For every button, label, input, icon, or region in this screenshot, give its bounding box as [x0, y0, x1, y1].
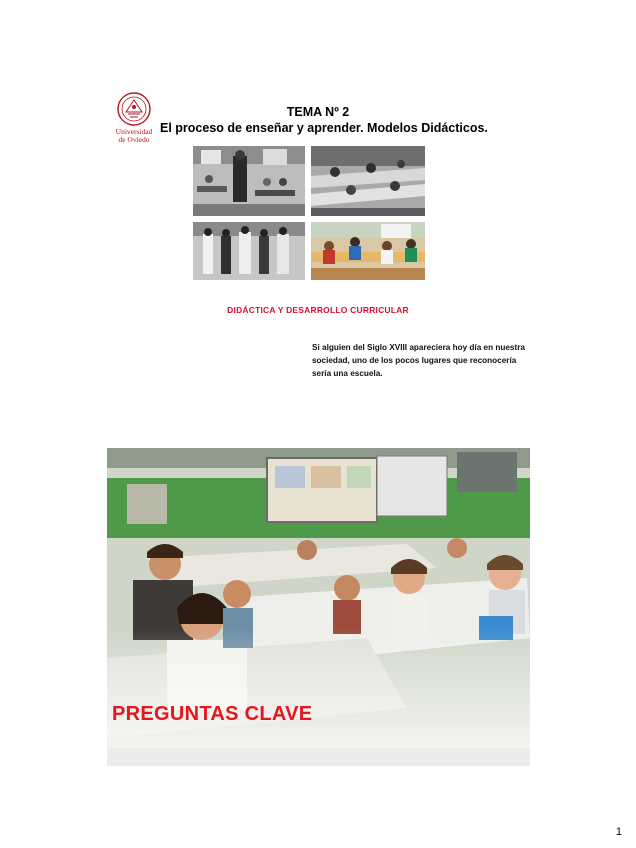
- classroom-historic-photo: [193, 146, 305, 216]
- slide2-title: PREGUNTAS CLAVE: [112, 703, 313, 725]
- classroom-desks-photo: [311, 146, 425, 216]
- topic-title: El proceso de enseñar y aprender. Modelos Didácticos.: [160, 121, 488, 135]
- logo-text-line1: Universidad: [115, 127, 153, 136]
- students-standing-photo: [193, 222, 305, 280]
- course-title: DIDÁCTICA Y DESARROLLO CURRICULAR: [227, 305, 409, 315]
- topic-number: TEMA Nº 2: [286, 105, 350, 119]
- slide-title: [160, 104, 488, 136]
- intro-quote: Si alguien del Siglo XVIII apareciera hoy día en nuestra sociedad, uno de los pocos lugares que reconocería sería una escuela.: [312, 343, 525, 378]
- page-number: 1: [615, 826, 622, 838]
- university-seal-icon: [112, 90, 156, 128]
- modern-classroom-photo: [311, 222, 425, 280]
- photo-collage: [193, 146, 425, 280]
- university-logo: [112, 90, 156, 146]
- logo-text-line2: de Oviedo: [118, 135, 150, 144]
